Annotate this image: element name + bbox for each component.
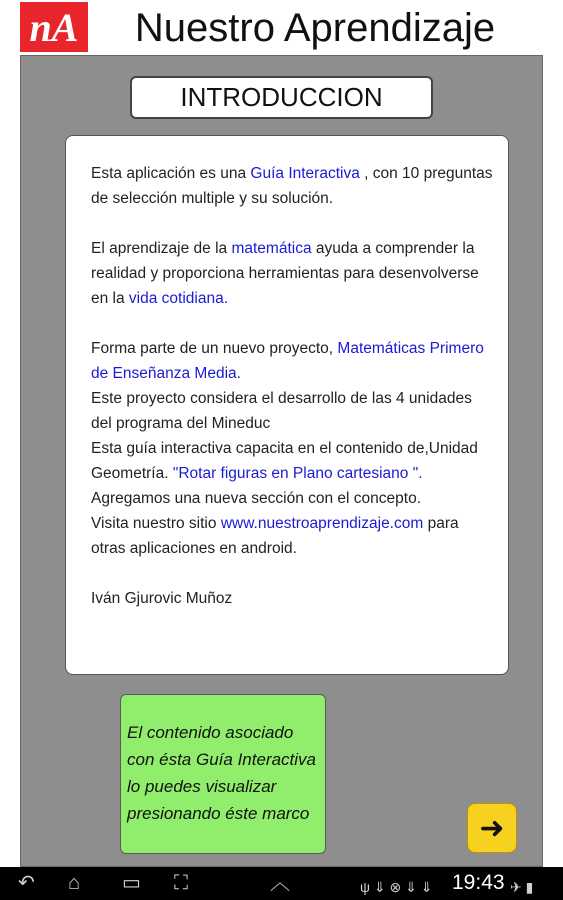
vida-cotidiana-link[interactable]: vida cotidiana.	[128, 290, 229, 307]
paragraph-units: Este proyecto considera el desarrollo de las 4 unidades del programa del Mineduc	[91, 390, 472, 432]
text: Visita nuestro sitio	[91, 515, 221, 532]
chevron-up-icon[interactable]: ︿	[270, 872, 290, 894]
text: Esta guía interactiva capacita en el contenido de,Unidad Geometría.	[91, 440, 478, 482]
green-line-2: con ésta Guía Interactiva	[127, 750, 316, 769]
rotar-figuras-link[interactable]: "Rotar figuras en Plano cartesiano ".	[172, 465, 423, 482]
paragraph-website	[91, 511, 496, 561]
matematica-link[interactable]: matemática	[231, 240, 312, 257]
system-navigation-bar	[0, 867, 563, 900]
green-line-3: lo puedes visualizar	[127, 777, 277, 796]
text: Forma parte de un nuevo proyecto,	[91, 340, 338, 357]
guia-interactiva-link[interactable]: Guía Interactiva	[250, 165, 360, 182]
author-name: Iván Gjurovic Muñoz	[91, 590, 233, 607]
intro-content-panel	[65, 135, 509, 675]
recent-apps-icon[interactable]: ▭	[122, 872, 141, 894]
screenshot-icon[interactable]: ⛶	[174, 872, 188, 894]
back-icon[interactable]: ↶	[18, 872, 35, 894]
paragraph-learning	[91, 236, 496, 311]
arrow-right-icon: ➜	[479, 811, 505, 845]
paragraph-guide	[91, 436, 496, 486]
app-title: Nuestro Aprendizaje	[134, 6, 496, 50]
paragraph-project	[91, 336, 496, 386]
text: ayuda a comprender la realidad y proporciona herramientas para desenvolverse en la	[91, 240, 479, 307]
project-link[interactable]: Matemáticas Primero de Enseñanza Media.	[91, 340, 484, 382]
intro-heading: INTRODUCCION	[130, 76, 433, 119]
green-line-1: El contenido asociado	[127, 723, 294, 742]
text: para otras aplicaciones en android.	[91, 515, 459, 557]
paragraph-new-section: Agregamos una nueva sección con el concepto.	[91, 490, 422, 507]
notification-icons: ψ ⇓ ⊗ ⇓ ⇓	[360, 879, 433, 895]
app-logo	[20, 2, 88, 52]
status-icons-right: ✈ ▮	[510, 879, 534, 895]
text: El aprendizaje de la	[91, 240, 232, 257]
associated-content-button[interactable]	[120, 694, 326, 854]
logo-text: nA	[29, 4, 79, 50]
text: Esta aplicación es una	[91, 165, 251, 182]
paragraph-intro	[91, 161, 496, 211]
next-button[interactable]	[467, 803, 517, 853]
clock: 19:43	[452, 871, 505, 894]
text: , con 10 preguntas de selección multiple y su solución.	[91, 165, 493, 207]
home-icon[interactable]: ⌂	[68, 872, 81, 894]
green-line-4: presionando éste marco	[127, 804, 310, 823]
website-link[interactable]: www.nuestroaprendizaje.com	[220, 515, 424, 532]
